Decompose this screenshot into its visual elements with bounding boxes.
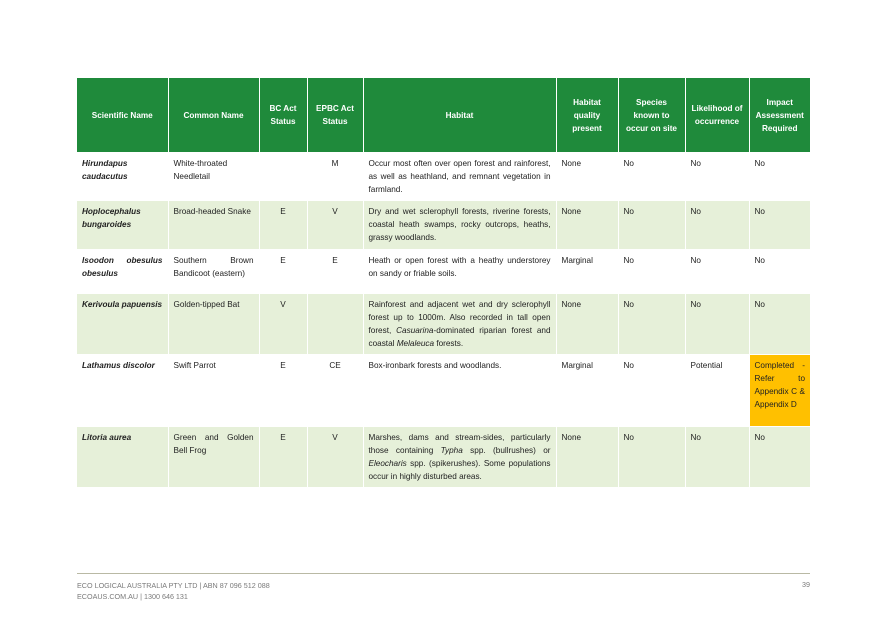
header-scientific-name: Scientific Name [77,78,168,153]
habitat-text: Rainforest and adjacent wet and dry sclerophyll forest up to 1000m. Also recorded in tall open forest, [368,300,551,335]
species-assessment-table [77,78,810,487]
habitat-genus-italic: Typha [440,446,463,455]
table-row [77,153,810,201]
header-habitat-quality: Habitat quality present [556,78,618,153]
habitat-quality-cell: None [556,427,618,488]
impact-cell: No [749,201,810,250]
common-name-cell: Golden-tipped Bat [168,294,259,355]
habitat-genus-italic: Eleocharis [368,459,407,468]
bc-status-cell: E [259,250,307,294]
header-species-known: Species known to occur on site [618,78,685,153]
species-known-cell: No [618,427,685,488]
common-name-cell: Green and Golden Bell Frog [168,427,259,488]
table-row [77,294,810,355]
impact-cell: No [749,427,810,488]
common-name-cell: White-throated Needletail [168,153,259,201]
epbc-status-cell: V [307,427,363,488]
header-likelihood: Likelihood of occurrence [685,78,749,153]
habitat-text: Marshes, dams and stream-sides, particularly those containing [368,433,551,455]
epbc-status-cell: CE [307,355,363,427]
likelihood-cell: Potential [685,355,749,427]
footer-contact-line: ECOAUS.COM.AU | 1300 646 131 [77,592,188,601]
scientific-name-cell: Kerivoula papuensis [77,294,168,355]
habitat-cell: Occur most often over open forest and rainforest, as well as heathland, and remnant vegetation in farmland. [363,153,556,201]
bc-status-cell: E [259,201,307,250]
epbc-status-cell: V [307,201,363,250]
likelihood-cell: No [685,153,749,201]
table-row [77,250,810,294]
scientific-name-cell: Hirundapus caudacutus [77,153,168,201]
species-known-cell: No [618,250,685,294]
impact-cell: No [749,294,810,355]
scientific-name-cell: Litoria aurea [77,427,168,488]
bc-status-cell: E [259,427,307,488]
header-common-name: Common Name [168,78,259,153]
habitat-quality-cell: Marginal [556,355,618,427]
header-impact-assessment: Impact Assessment Required [749,78,810,153]
bc-status-cell [259,153,307,201]
common-name-cell: Broad-headed Snake [168,201,259,250]
habitat-cell [363,427,556,488]
footer-divider [77,573,810,574]
habitat-cell: Dry and wet sclerophyll forests, riverine forests, coastal heath swamps, rocky outcrops, heaths, grassy woodlands. [363,201,556,250]
impact-cell: No [749,250,810,294]
impact-cell-highlighted: Completed - Refer to Appendix C & Appendix D [749,355,810,427]
habitat-text: -dominated riparian forest and coastal [368,326,551,348]
table-header-row [77,78,810,153]
likelihood-cell: No [685,250,749,294]
bc-status-cell: E [259,355,307,427]
habitat-text: spp. (bullrushes) or [462,446,551,455]
epbc-status-cell: M [307,153,363,201]
scientific-name-cell: Isoodon obesulus obesulus [77,250,168,294]
common-name-cell: Southern Brown Bandicoot (eastern) [168,250,259,294]
common-name-cell: Swift Parrot [168,355,259,427]
species-known-cell: No [618,153,685,201]
footer-company-info [77,580,270,602]
likelihood-cell: No [685,201,749,250]
bc-status-cell: V [259,294,307,355]
habitat-cell: Heath or open forest with a heathy understorey on sandy or friable soils. [363,250,556,294]
header-epbc-act-status: EPBC Act Status [307,78,363,153]
habitat-cell [363,294,556,355]
likelihood-cell: No [685,294,749,355]
epbc-status-cell [307,294,363,355]
table-row [77,201,810,250]
species-known-cell: No [618,294,685,355]
habitat-cell: Box-ironbark forests and woodlands. [363,355,556,427]
habitat-quality-cell: None [556,153,618,201]
habitat-genus-italic: Melaleuca [396,339,435,348]
footer-company-line: ECO LOGICAL AUSTRALIA PTY LTD | ABN 87 096 512 088 [77,581,270,590]
likelihood-cell: No [685,427,749,488]
impact-cell: No [749,153,810,201]
habitat-text: forests. [434,339,464,348]
species-known-cell: No [618,355,685,427]
table-row [77,355,810,427]
header-bc-act-status: BC Act Status [259,78,307,153]
species-known-cell: No [618,201,685,250]
header-habitat: Habitat [363,78,556,153]
habitat-genus-italic: Casuarina [396,326,434,335]
habitat-quality-cell: None [556,294,618,355]
epbc-status-cell: E [307,250,363,294]
table-row [77,427,810,488]
habitat-quality-cell: Marginal [556,250,618,294]
page-number: 39 [802,580,810,589]
habitat-quality-cell: None [556,201,618,250]
scientific-name-cell: Lathamus discolor [77,355,168,427]
habitat-text: spp. (spikerushes). Some populations occur in highly disturbed areas. [368,459,551,481]
scientific-name-cell: Hoplocephalus bungaroides [77,201,168,250]
